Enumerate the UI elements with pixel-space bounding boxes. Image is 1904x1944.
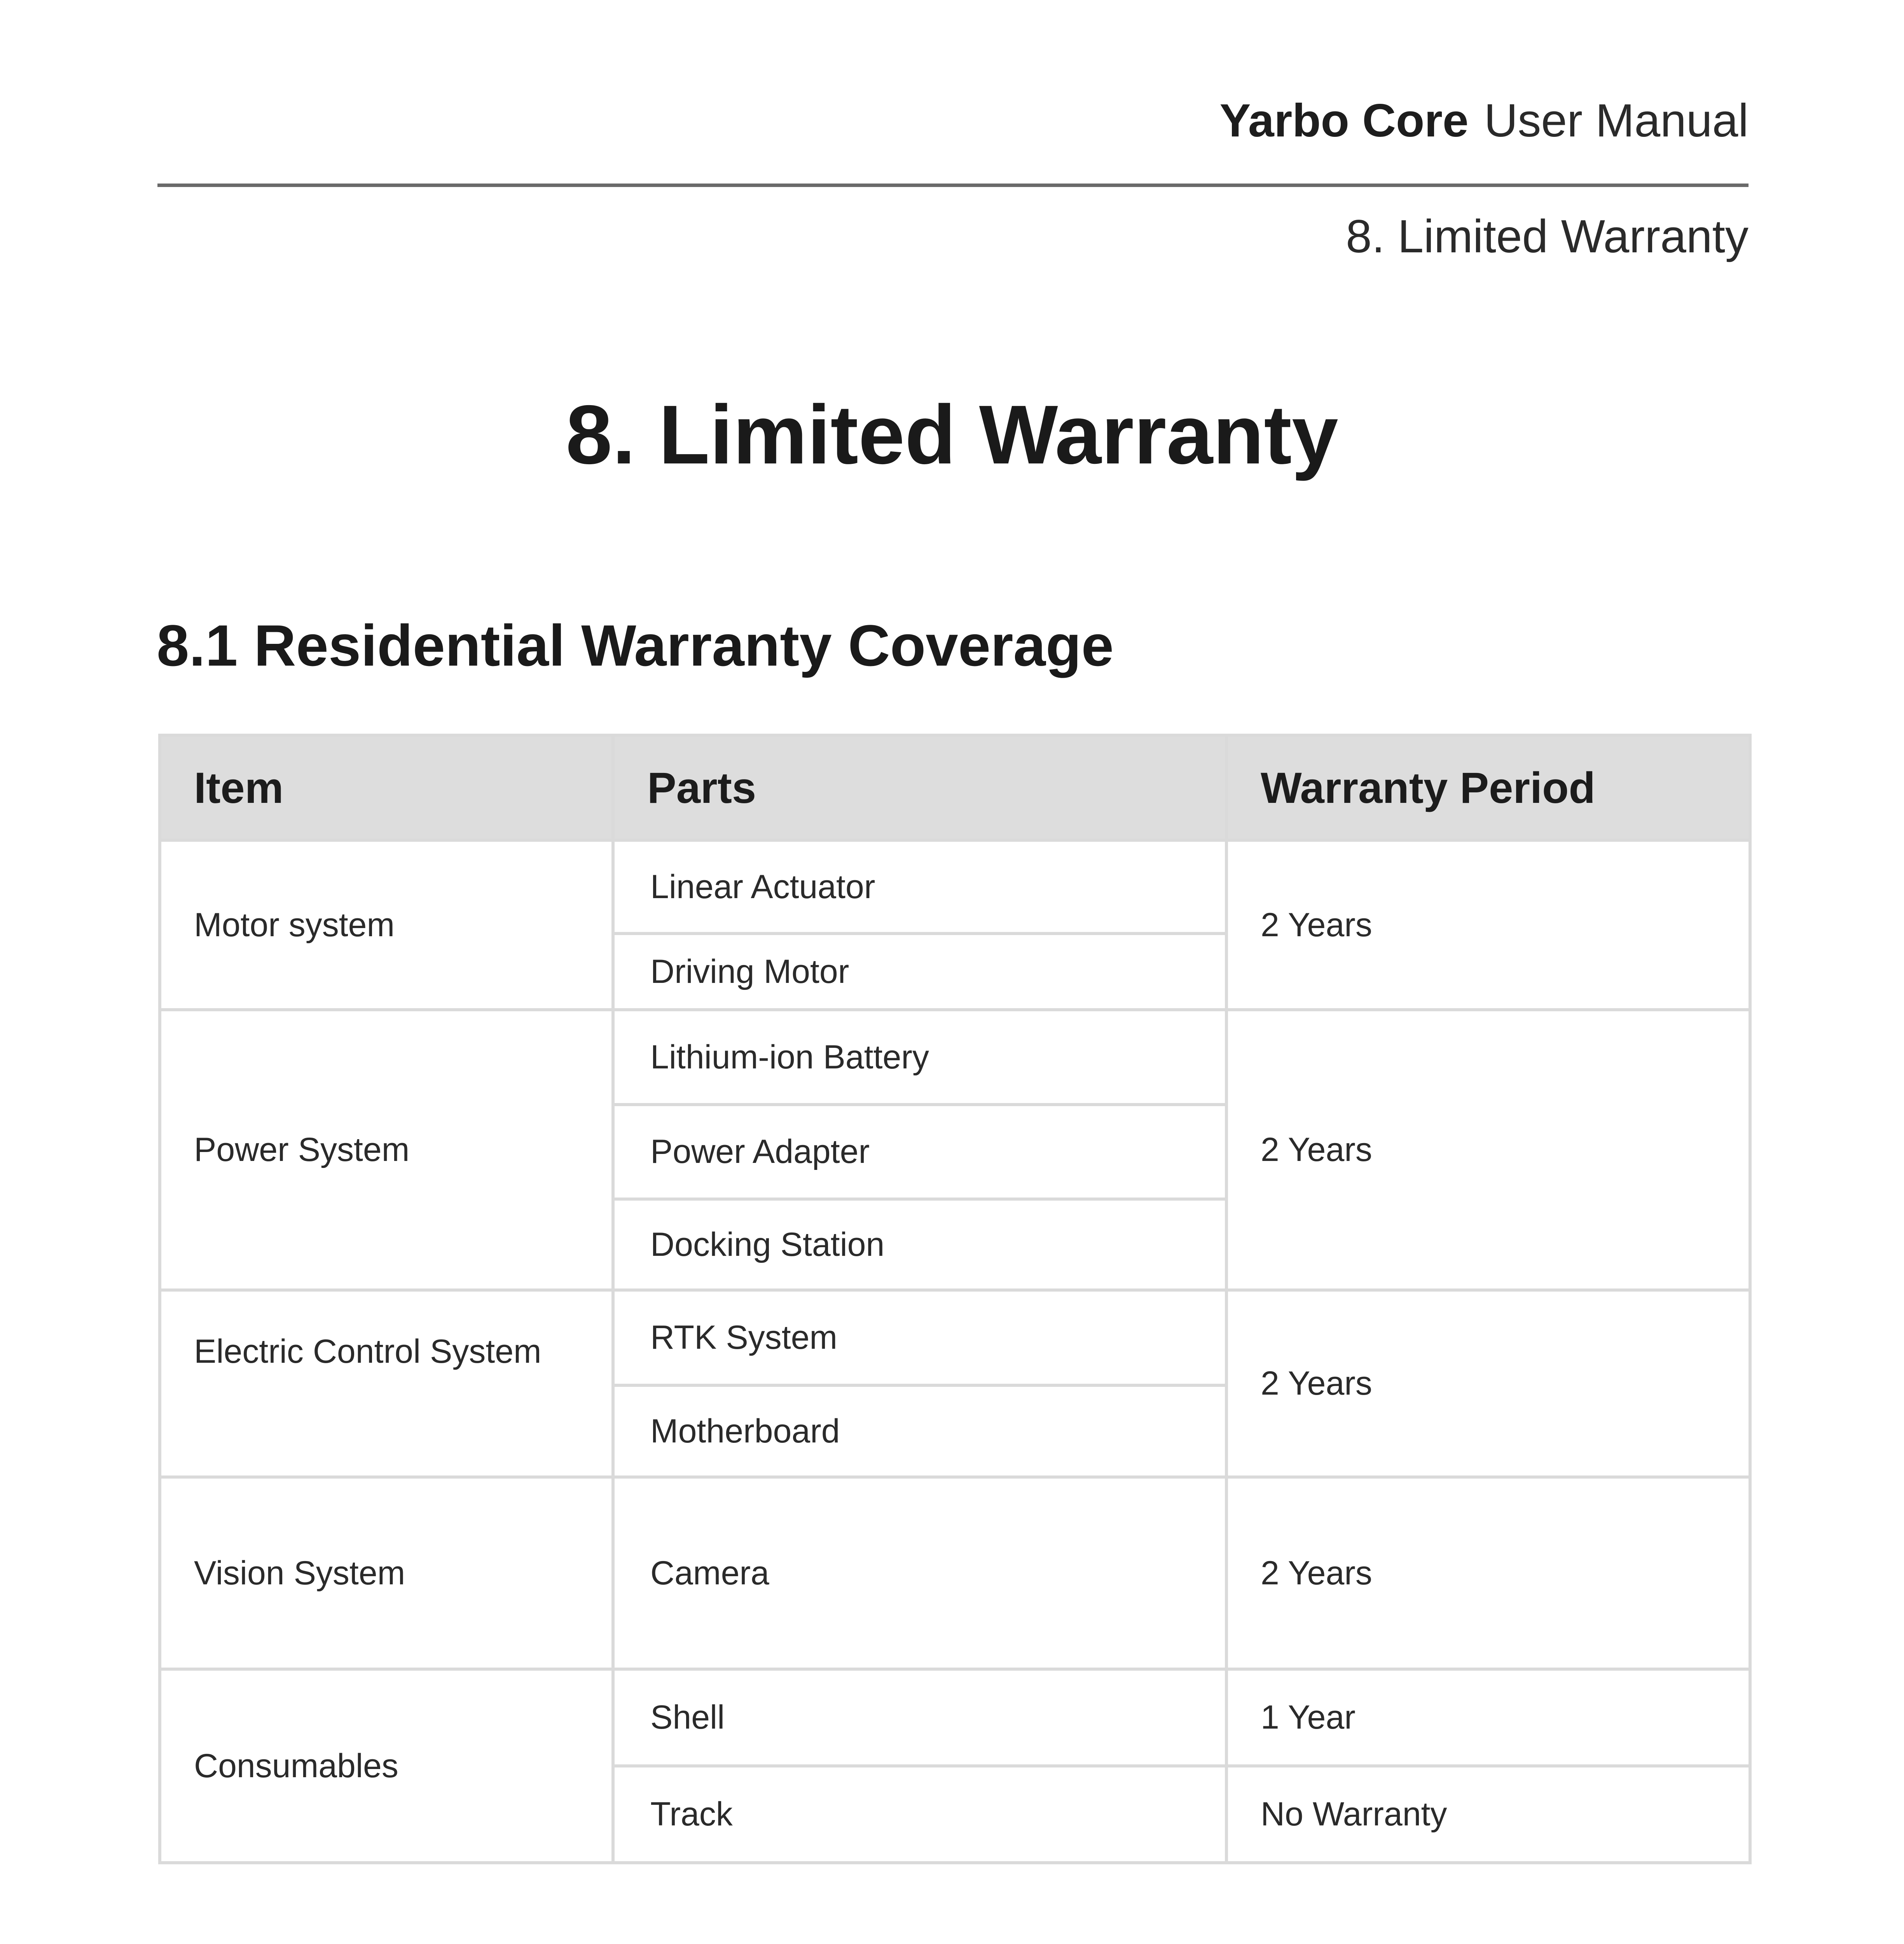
part-cell: RTK System — [613, 1290, 1226, 1385]
running-section-title: 8. Limited Warranty — [1346, 210, 1749, 262]
table-row — [160, 1477, 1750, 1669]
part-cell: Track — [613, 1766, 1226, 1863]
column-header-warranty-period: Warranty Period — [1226, 735, 1750, 840]
table-row — [160, 1010, 1750, 1105]
warranty-table — [158, 734, 1752, 1864]
item-cell: Vision System — [160, 1477, 613, 1669]
item-cell: Motor system — [160, 840, 613, 1010]
period-cell: 2 Years — [1226, 840, 1750, 1010]
item-cell: Power System — [160, 1010, 613, 1290]
part-cell: Docking Station — [613, 1199, 1226, 1290]
brand-name: Yarbo Core — [1219, 94, 1469, 147]
running-header — [1219, 94, 1749, 147]
period-cell: 2 Years — [1226, 1290, 1750, 1477]
part-cell: Motherboard — [613, 1385, 1226, 1477]
column-header-item: Item — [160, 735, 613, 840]
part-cell: Driving Motor — [613, 934, 1226, 1010]
period-cell: 1 Year — [1226, 1669, 1750, 1766]
period-cell: No Warranty — [1226, 1766, 1750, 1863]
header-divider — [157, 184, 1749, 187]
period-cell: 2 Years — [1226, 1477, 1750, 1669]
part-cell: Camera — [613, 1477, 1226, 1669]
part-cell: Linear Actuator — [613, 840, 1226, 934]
table-header-row — [160, 735, 1750, 840]
period-cell: 2 Years — [1226, 1010, 1750, 1290]
item-cell: Consumables — [160, 1669, 613, 1863]
column-header-parts: Parts — [613, 735, 1226, 840]
document-name: User Manual — [1484, 94, 1749, 147]
section-title: 8.1 Residential Warranty Coverage — [157, 613, 1114, 678]
part-cell: Power Adapter — [613, 1105, 1226, 1199]
part-cell: Shell — [613, 1669, 1226, 1766]
item-cell: Electric Control System — [160, 1290, 613, 1477]
part-cell: Lithium-ion Battery — [613, 1010, 1226, 1105]
page-title: 8. Limited Warranty — [566, 388, 1338, 481]
table-row — [160, 1669, 1750, 1766]
table-row — [160, 1290, 1750, 1385]
table-row — [160, 840, 1750, 934]
